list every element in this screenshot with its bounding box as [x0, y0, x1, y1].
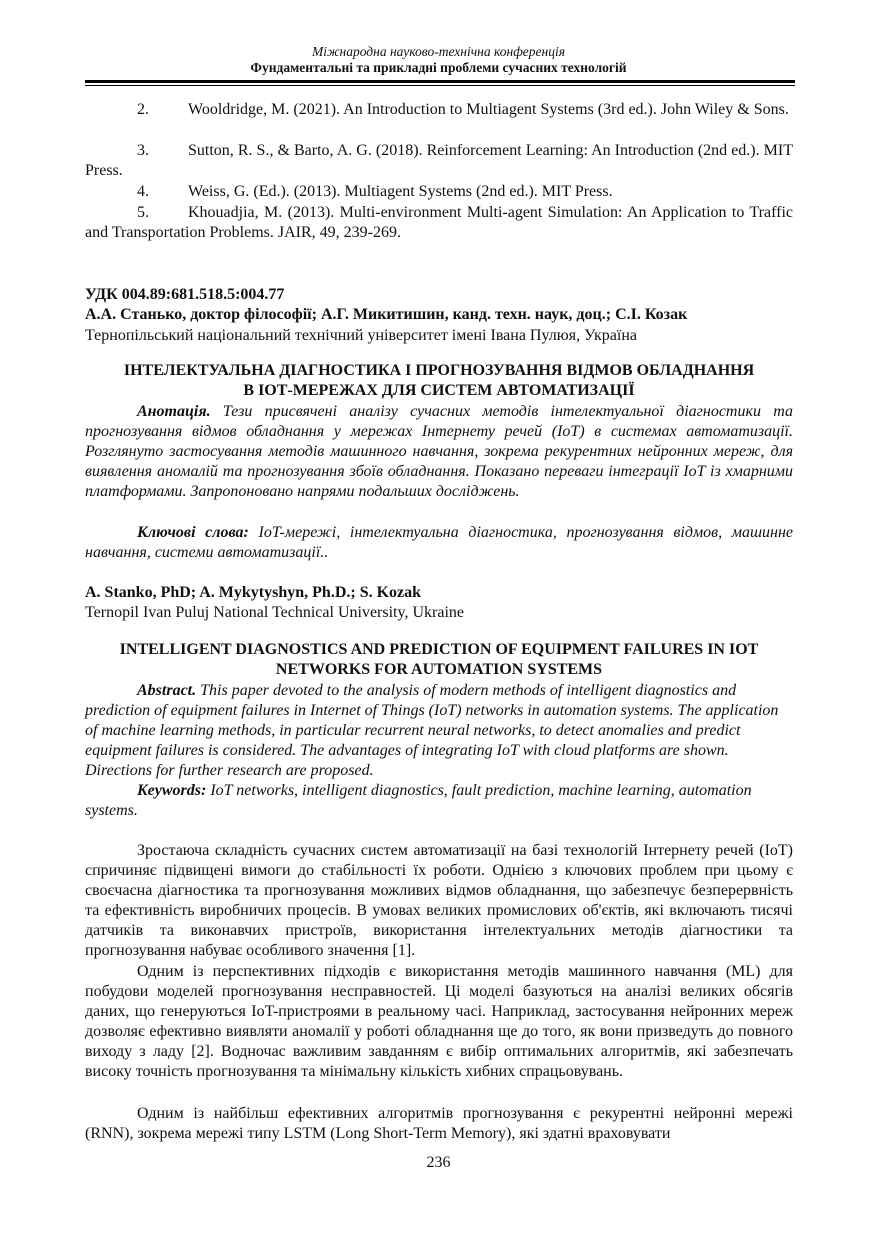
- header-rule-thick: [85, 80, 795, 83]
- keywords-ua: [85, 523, 793, 563]
- abstract-ua: [85, 402, 793, 502]
- abstract-ua-label: Анотація.: [137, 403, 211, 420]
- keywords-en-text: IoT networks, intelligent diagnostics, fault prediction, machine learning, automation systems.: [85, 782, 752, 819]
- abstract-en: [85, 681, 793, 781]
- reference-text: Weiss, G. (Ed.). (2013). Multiagent Systems (2nd ed.). MIT Press.: [188, 183, 613, 200]
- title-en-line2: NETWORKS FOR AUTOMATION SYSTEMS: [275, 661, 603, 678]
- abstract-ua-text: Тези присвячені аналізу сучасних методів інтелектуальної діагностики та прогнозування відмов обладнання у мережах Інтернету речей (IoT) в системах автоматизації. Розглянуто застосування методів машинного навчання, зокрема рекурентних нейронних мереж, для виявлення аномалій та прогнозування збоїв обладнання. Показано переваги інтеграції IoT із хмарними платформами. Запропоновано напрями подальших досліджень.: [85, 403, 794, 500]
- authors-ua: А.А. Станько, доктор філософії; А.Г. Микитишин, канд. техн. наук, доц.; С.І. Козак: [85, 306, 688, 323]
- header-rule-thin: [85, 85, 795, 86]
- keywords-en-label: Keywords:: [137, 782, 207, 799]
- title-ua: [85, 361, 793, 401]
- udk-code: УДК 004.89:681.518.5:004.77: [85, 286, 285, 303]
- reference-number: 5.: [137, 204, 149, 221]
- body-paragraph: Одним із перспективних підходів є використання методів машинного навчання (ML) для побудови моделей прогнозування несправностей. Ці моделі базуються на аналізі великих обсягів даних, що генеруються IoT-пристроями в реальному часі. Наприклад, застосування нейронних мереж дозволяє ефективно виявляти аномалії у роботі обладнання ще до того, як вони призведуть до повного виходу з ладу [2]. Водночас важливим завданням є вибір оптимальних алгоритмів, які забезпечать високу точність прогнозування та мінімальну кількість хибних спрацьовувань.: [85, 963, 793, 1080]
- title-ua-line1: ІНТЕЛЕКТУАЛЬНА ДІАГНОСТИКА І ПРОГНОЗУВАННЯ ВІДМОВ ОБЛАДНАННЯ: [123, 362, 755, 379]
- conference-name: Міжнародна науково-технічна конференція: [311, 44, 566, 59]
- title-en: [85, 640, 793, 680]
- reference-text: Wooldridge, M. (2021). An Introduction to Multiagent Systems (3rd ed.). John Wiley & Sons.: [188, 101, 789, 118]
- reference-number: 3.: [137, 142, 149, 159]
- reference-text: Sutton, R. S., & Barto, A. G. (2018). Reinforcement Learning: An Introduction (2nd ed.). MIT Press.: [85, 142, 793, 179]
- keywords-ua-text: IoT-мережі, інтелектуальна діагностика, прогнозування відмов, машинне навчання, системи автоматизації..: [85, 524, 794, 561]
- reference-text: Khouadjia, M. (2013). Multi-environment Multi-agent Simulation: An Application to Traffic and Transportation Problems. JAIR, 49, 239-269.: [85, 204, 793, 241]
- page-number: 236: [426, 1154, 451, 1171]
- reference-number: 4.: [137, 183, 149, 200]
- keywords-ua-label: Ключові слова:: [137, 524, 249, 541]
- affiliation-en: Ternopil Ivan Puluj National Technical University, Ukraine: [85, 604, 464, 621]
- authors-en: A. Stanko, PhD; A. Mykytyshyn, Ph.D.; S. Kozak: [85, 584, 422, 601]
- conference-title: Фундаментальні та прикладні проблеми сучасних технологій: [250, 60, 627, 75]
- reference-item: [85, 100, 793, 120]
- running-header: [0, 44, 877, 76]
- title-ua-line2: В ІОТ-МЕРЕЖАХ ДЛЯ СИСТЕМ АВТОМАТИЗАЦІЇ: [243, 382, 635, 399]
- body-paragraph: Одним із найбільш ефективних алгоритмів прогнозування є рекурентні нейронні мережі (RNN), зокрема мережі типу LSTM (Long Short-Term Memory), які здатні враховувати: [85, 1105, 793, 1142]
- title-en-line1: INTELLIGENT DIAGNOSTICS AND PREDICTION OF EQUIPMENT FAILURES IN IOT: [119, 641, 759, 658]
- keywords-en: [85, 781, 793, 821]
- body-paragraph: Зростаюча складність сучасних систем автоматизації на базі технологій Інтернету речей (IoT) спричиняє підвищені вимоги до стабільності їх роботи. Однією з ключових проблем при цьому є своєчасна діагностика та прогнозування можливих відмов обладнання, що забезпечує безперервність та ефективність виробничих процесів. В умовах великих промислових об'єктів, які включають тисячі датчиків та виконавчих пристроїв, використання інтелектуальних методів діагностики та прогнозування набуває особливого значення [1].: [85, 842, 793, 959]
- reference-item: [85, 182, 793, 202]
- abstract-en-text: This paper devoted to the analysis of modern methods of intelligent diagnostics and prediction of equipment failures in Internet of Things (IoT) networks in automation systems. The application of machine learning methods, in particular recurrent neural networks, to detect anomalies and predict equipment failures is considered. The advantages of integrating IoT with cloud platforms are shown. Directions for further research are proposed.: [85, 682, 779, 779]
- affiliation-ua: Тернопільський національний технічний університет імені Івана Пулюя, Україна: [85, 327, 637, 344]
- reference-item: [85, 203, 793, 243]
- reference-number: 2.: [137, 101, 149, 118]
- reference-item: [85, 141, 793, 181]
- abstract-en-label: Abstract.: [137, 682, 197, 699]
